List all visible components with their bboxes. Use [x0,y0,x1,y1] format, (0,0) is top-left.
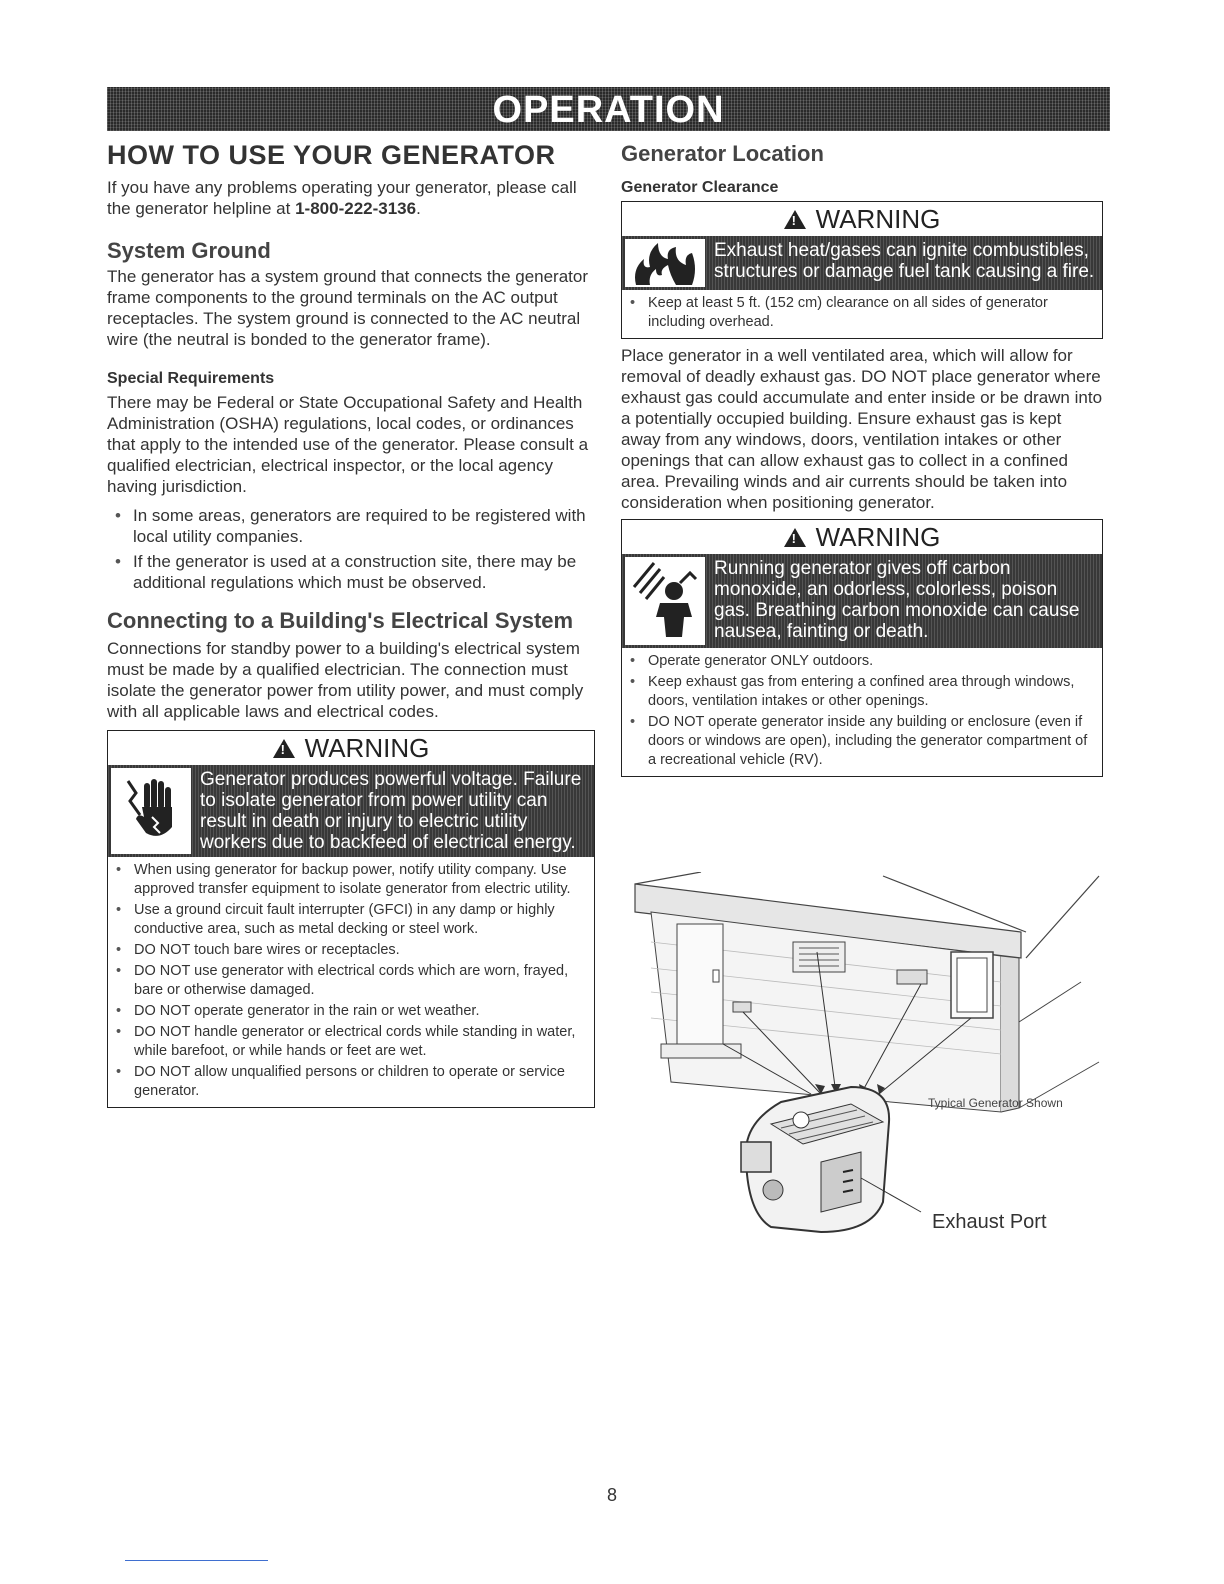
warning-band [622,236,1102,290]
electrical-warning-box [107,730,595,1108]
system-ground-heading: System Ground [107,238,271,263]
warning-message: Running generator gives off carbon monoxide, an odorless, colorless, poison gas. Breathing carbon monoxide can cause nausea, fainting or death. [714,558,1080,642]
warning-triangle-icon [273,739,295,758]
list-item: • DO NOT operate generator inside any building or enclosure (even if doors or windows are open), including the generator compartment of a recreational vehicle (RV). [622,713,1098,770]
warning-list [622,648,1102,776]
toxic-fumes-icon [625,557,705,645]
list-item: • Operate generator ONLY outdoors. [622,652,1098,671]
exhaust-port-label: Exhaust Port [932,1211,1047,1233]
warning-message: Generator produces powerful voltage. Failure to isolate generator from power utility can result in death or injury to electric utility workers due to backfeed of electrical energy. [200,769,582,853]
generator-clearance-heading: Generator Clearance [621,179,779,196]
warning-list [622,290,1102,338]
warning-triangle-icon [784,528,806,547]
section-banner [107,87,1110,131]
warning-band [622,554,1102,648]
list-item: • DO NOT operate generator in the rain or wet weather. [108,1002,590,1021]
list-item: • DO NOT handle generator or electrical cords while standing in water, while barefoot, or while hands or feet are wet. [108,1023,590,1061]
generator-location-heading: Generator Location [621,141,824,166]
page-number: 8 [606,1485,617,1505]
intro-paragraph [107,177,595,219]
warning-header [622,202,1102,236]
warning-title: WARNING [815,204,941,234]
special-requirements-heading: Special Requirements [107,370,275,387]
generator-location-body: Place generator in a well ventilated area, which will allow for removal of deadly exhaust gas. DO NOT place generator where exhaust gas could accumulate and enter inside or be drawn into a potentially occupied building. Ensure exhaust gas is kept away from any windows, doors, ventilation intakes or other openings that can allow exhaust gas to collect in a confined area. Prevailing winds and air currents should be taken into consideration when positioning generator. [621,346,1103,512]
fire-warning-box [621,201,1103,339]
connecting-body: Connections for standby power to a building's electrical system must be made by a qualified electrician. The connection must isolate the generator power from utility power, and must comply with all applicable laws and electrical codes. [107,639,584,721]
main-title: HOW TO USE YOUR GENERATOR [107,140,556,170]
helpline-phone: 1-800-222-3136 [295,199,417,218]
system-ground-body: The generator has a system ground that connects the generator frame components to the ground terminals on the AC output receptacles. The system ground is connected to the AC neutral wire (the neutral is bonded to the generator frame). [107,267,589,349]
generator-drawing [741,1087,921,1232]
special-requirements-body: There may be Federal or State Occupational Safety and Health Administration (OSHA) regulations, local codes, or ordinances that apply to the intended use of the generator. Please consult a qualified electrician, electrical inspector, or the local agency having jurisdiction. [107,393,589,496]
left-column [107,140,595,1108]
warning-band [108,765,594,857]
intro-end: . [416,199,421,218]
electric-shock-hand-icon [111,768,191,854]
list-item: • Keep exhaust gas from entering a confined area through windows, doors, ventilation intakes or other openings. [622,673,1098,711]
list-item: • DO NOT use generator with electrical cords which are worn, frayed, bare or otherwise damaged. [108,962,590,1000]
warning-message: Exhaust heat/gases can ignite combustibles, structures or damage fuel tank causing a fire. [714,240,1095,282]
list-item: • In some areas, generators are required to be registered with local utility companies. [107,505,595,547]
list-item: • If the generator is used at a construction site, there may be additional regulations which must be observed. [107,551,595,593]
warning-header [108,731,594,765]
list-item: • DO NOT touch bare wires or receptacles. [108,941,590,960]
warning-triangle-icon [784,210,806,229]
warning-list [108,857,594,1107]
list-item: • When using generator for backup power, notify utility company. Use approved transfer equipment to isolate generator from electric utility. [108,861,590,899]
fire-icon [625,239,705,287]
carbon-monoxide-warning-box [621,519,1103,777]
warning-title: WARNING [304,733,430,763]
intro-text: If you have any problems operating your generator, please call the generator helpline at [107,178,577,218]
warning-title: WARNING [815,522,941,552]
illustration-caption: Typical Generator Shown [928,1096,1063,1110]
list-item: • Use a ground circuit fault interrupter (GFCI) in any damp or highly conductive area, such as metal decking or steel work. [108,901,590,939]
banner-title: OPERATION [492,89,725,131]
connecting-heading: Connecting to a Building's Electrical System [107,608,574,633]
list-item: • Keep at least 5 ft. (152 cm) clearance on all sides of generator including overhead. [622,294,1098,332]
special-requirements-list [107,505,595,593]
footer-divider [125,1560,268,1561]
list-item: • DO NOT allow unqualified persons or children to operate or service generator. [108,1063,590,1101]
right-column [621,140,1103,777]
warning-header [622,520,1102,554]
